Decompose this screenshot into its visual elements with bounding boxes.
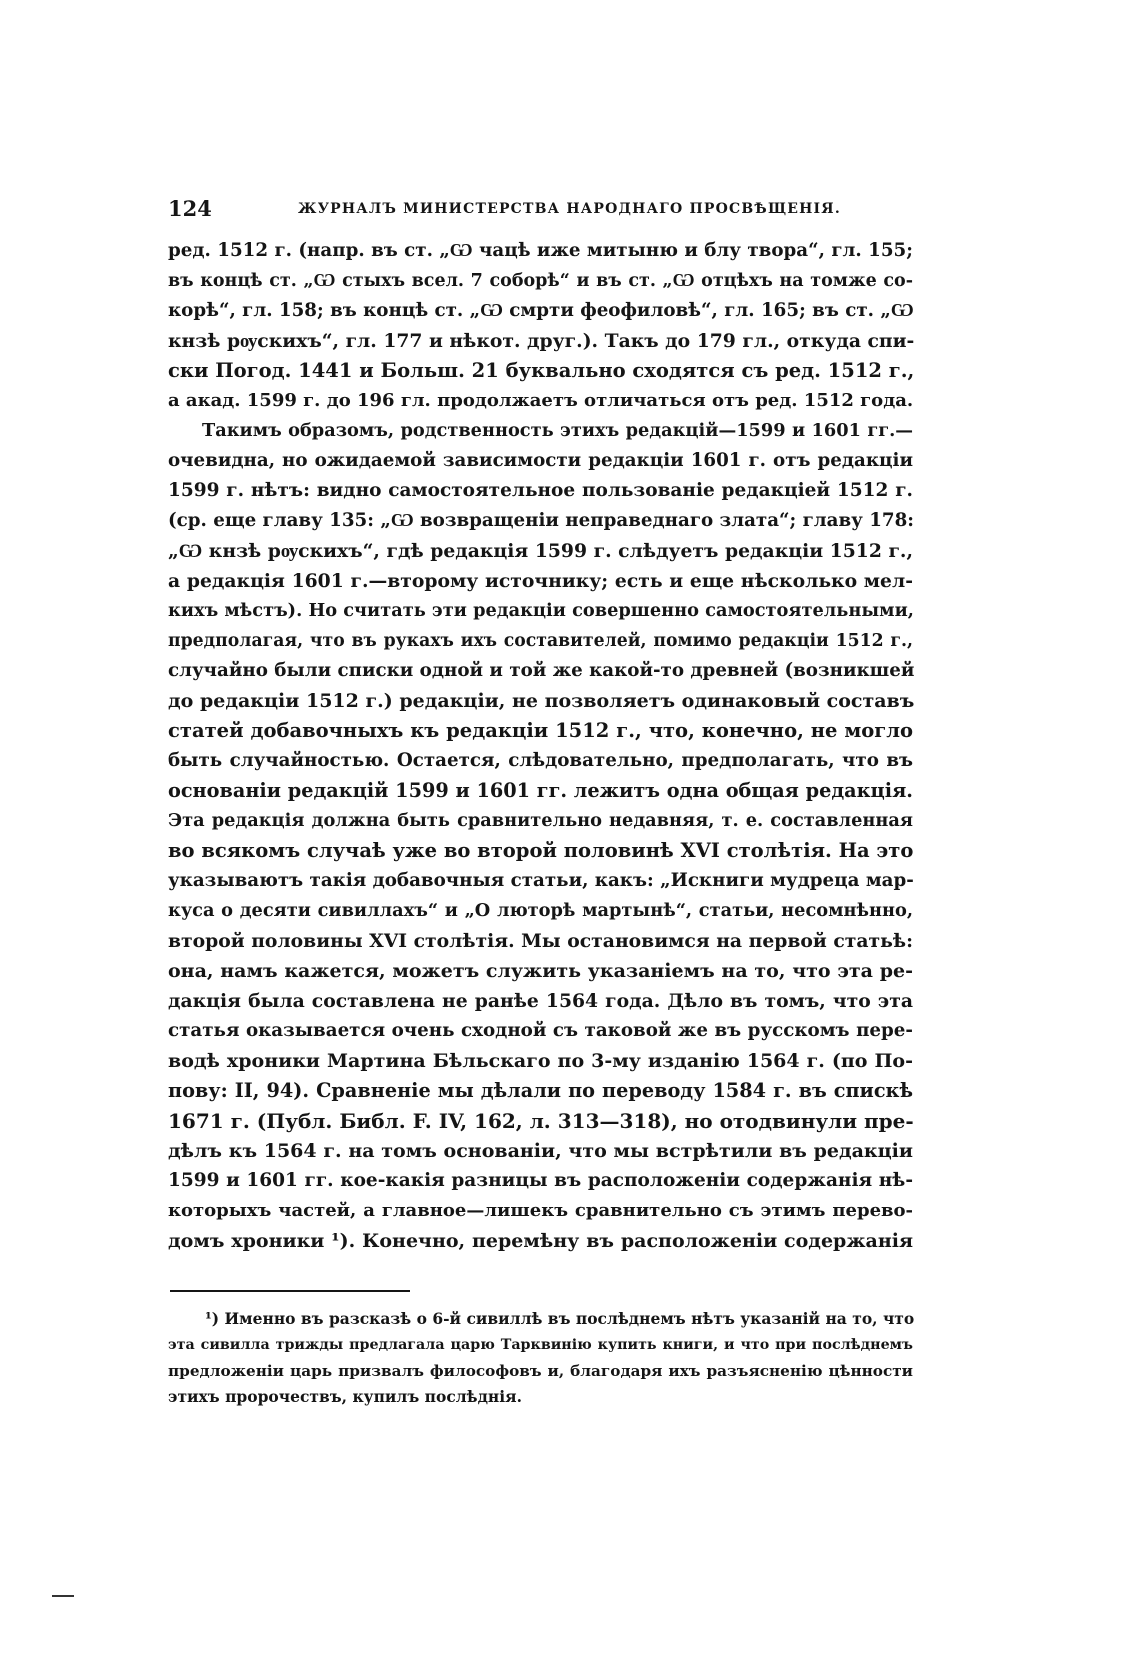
body-line: ски Погод. 1441 и Больш. 21 буквально сходятся съ ред. 1512 г., (168, 359, 915, 382)
body-line: пову: II, 94). Сравненіе мы дѣлали по переводу 1584 г. въ спискѣ (168, 1079, 913, 1102)
body-line: а редакція 1601 г.—второму источнику; есть и еще нѣсколько мел- (168, 570, 913, 592)
footnote-line: предложеніи царь призвалъ философовъ и, благодаря ихъ разъясненію цѣнности (168, 1362, 913, 1380)
body-line: „Ѡ кнзѣ рѹскихъ“, гдѣ редакція 1599 г. слѣдуетъ редакціи 1512 г., (168, 540, 913, 562)
body-line: указываютъ такія добавочныя статьи, какъ: „Искниги мудреца мар- (168, 870, 914, 891)
body-line: 1599 г. нѣтъ: видно самостоятельное пользованіе редакціей 1512 г. (168, 480, 913, 501)
body-line: кихъ мѣстъ). Но считать эти редакціи совершенно самостоятельными, (168, 600, 914, 621)
body-line: статья оказывается очень сходной съ таковой же въ русскомъ пере- (168, 1020, 913, 1041)
body-line: основаніи редакцій 1599 и 1601 гг. лежитъ одна общая редакція. (168, 779, 913, 802)
footnote-line: этихъ пророчествъ, купилъ послѣднія. (168, 1387, 522, 1406)
footnote-divider (170, 1290, 410, 1292)
body-line: а акад. 1599 г. до 196 гл. продолжаетъ отличаться отъ ред. 1512 года. (168, 390, 914, 411)
page-number: 124 (168, 196, 212, 221)
body-line: домъ хроники ¹). Конечно, перемѣну въ расположеніи содержанія (168, 1230, 913, 1252)
body-line: (ср. еще главу 135: „Ѡ возвращеніи неправеднаго злата“; главу 178: (168, 510, 915, 531)
running-head: ЖУРНАЛЪ МИНИСТЕРСТВА НАРОДНАГО ПРОСВѢЩЕНІЯ. (298, 201, 841, 217)
body-line: быть случайностью. Остается, слѣдовательно, предполагать, что въ (168, 750, 913, 771)
body-line: дѣлъ къ 1564 г. на томъ основаніи, что мы встрѣтили въ редакціи (168, 1140, 913, 1162)
body-line: куса о десяти сивиллахъ“ и „О люторѣ мартынѣ“, статьи, несомнѣнно, (168, 900, 913, 921)
page-header (168, 196, 928, 226)
body-line: которыхъ частей, а главное—лишекъ сравнительно съ этимъ перево- (168, 1200, 913, 1221)
body-line: случайно были списки одной и той же какой-то древней (возникшей (168, 660, 915, 681)
body-line: ред. 1512 г. (напр. въ ст. „Ѡ чацѣ иже митыню и блу твора“, гл. 155; (168, 240, 913, 261)
body-line: очевидна, но ожидаемой зависимости редакціи 1601 г. отъ редакціи (168, 450, 913, 471)
body-line: до редакціи 1512 г.) редакціи, не позволяетъ одинаковый составъ (168, 690, 915, 712)
footnote-line: ¹) Именно въ разсказѣ о 6-й сивиллѣ въ послѣднемъ нѣтъ указаній на то, что (205, 1309, 915, 1328)
body-line: Эта редакція должна быть сравнительно недавняя, т. е. составленная (168, 810, 913, 831)
body-line: Такимъ образомъ, родственность этихъ редакцій—1599 и 1601 гг.— (202, 420, 913, 441)
body-line: во всякомъ случаѣ уже во второй половинѣ XVI столѣтія. На это (168, 839, 914, 862)
body-line: 1599 и 1601 гг. кое-какія разницы въ расположеніи содержанія нѣ- (168, 1170, 913, 1191)
scan-edge-mark (52, 1595, 74, 1597)
body-line: она, намъ кажется, можетъ служить указаніемъ на то, что эта ре- (168, 960, 913, 982)
body-line: статей добавочныхъ къ редакціи 1512 г., что, конечно, не могло (168, 719, 913, 742)
body-line: въ концѣ ст. „Ѡ стыхъ всел. 7 соборѣ“ и въ ст. „Ѡ отцѣхъ на томже со- (168, 271, 913, 291)
body-line: корѣ“, гл. 158; въ концѣ ст. „Ѡ смрти феофиловѣ“, гл. 165; въ ст. „Ѡ (168, 300, 914, 321)
body-line: кнзѣ рѹскихъ“, гл. 177 и нѣкот. друг.). Такъ до 179 гл., откуда спи- (168, 330, 915, 352)
body-line: дакція была составлена не ранѣе 1564 года. Дѣло въ томъ, что эта (168, 990, 913, 1012)
body-line: предполагая, что въ рукахъ ихъ составителей, помимо редакціи 1512 г., (168, 631, 913, 651)
body-line: второй половины XVI столѣтія. Мы остановимся на первой статьѣ: (168, 930, 913, 952)
body-line: 1671 г. (Публ. Библ. F. IV, 162, л. 313—318), но отодвинули пре- (168, 1109, 914, 1133)
footnote-line: эта сивилла трижды предлагала царю Тарквинію купить книги, и что при послѣднемъ (168, 1337, 913, 1353)
body-line: водѣ хроники Мартина Бѣльскаго по 3-му изданію 1564 г. (по По- (168, 1050, 913, 1072)
